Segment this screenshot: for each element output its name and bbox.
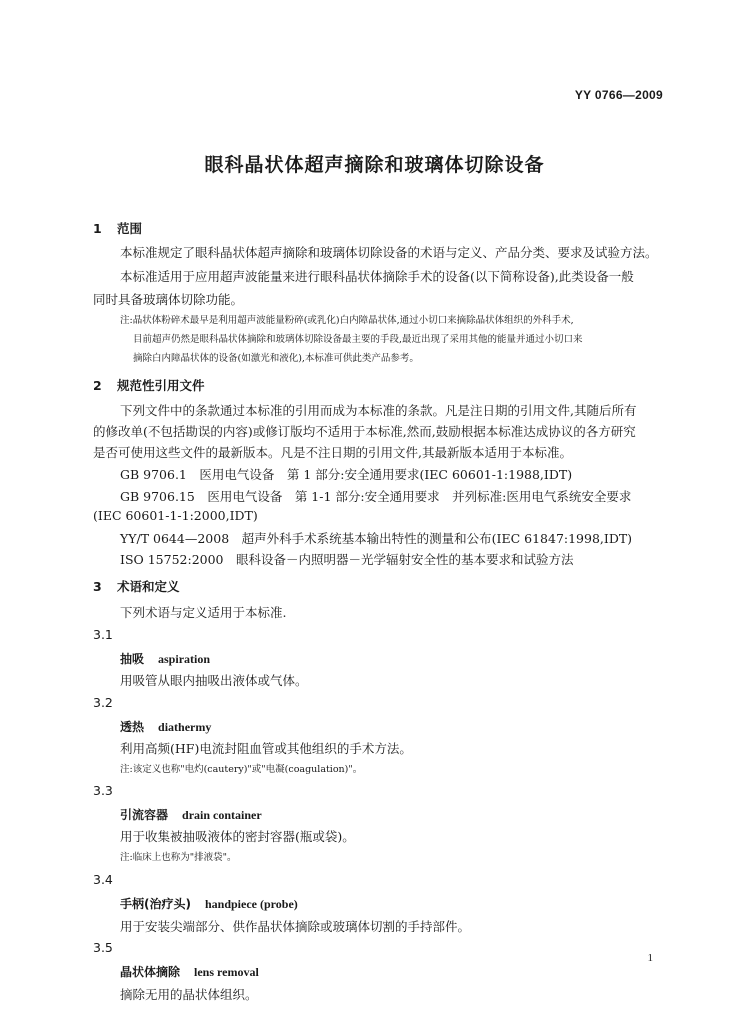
- term-en: drain container: [182, 808, 262, 822]
- references-paragraph-line-2: 的修改单(不包括勘误的内容)或修订版均不适用于本标准,然而,鼓励根据本标准达成协议的各方研究: [93, 424, 636, 439]
- scope-note-line-2: 目前超声仍然是眼科晶状体摘除和玻璃体切除设备最主要的手段,最近出现了采用其他的能量并通过小切口来: [133, 334, 583, 345]
- section-1-heading: [93, 219, 142, 237]
- term-heading: [120, 718, 211, 735]
- section-number: 2: [93, 378, 102, 393]
- term-zh: 引流容器: [120, 808, 169, 822]
- scope-note-line-1: 注:晶状体粉碎术最早是利用超声波能量粉碎(或乳化)白内障晶状体,通过小切口来摘除晶状体组织的外科手术,: [120, 315, 574, 326]
- term-en: aspiration: [158, 652, 211, 666]
- reference-gb-9706-15-line-1: GB 9706.15 医用电气设备 第 1-1 部分:安全通用要求 并列标准:医用电气系统安全要求: [120, 489, 632, 504]
- term-number: 3.1: [93, 627, 113, 642]
- scope-paragraph-1: 本标准规定了眼科晶状体超声摘除和玻璃体切除设备的术语与定义、产品分类、要求及试验方法。: [120, 245, 658, 260]
- section-number: 3: [93, 579, 102, 594]
- term-en: handpiece (probe): [204, 897, 298, 911]
- page-number: 1: [647, 952, 653, 964]
- term-definition: 利用高频(HF)电流封阻血管或其他组织的手术方法。: [120, 741, 412, 756]
- term-heading: [120, 895, 298, 912]
- term-number: 3.2: [93, 695, 113, 710]
- term-definition: 用于收集被抽吸液体的密封容器(瓶或袋)。: [120, 829, 355, 844]
- terms-intro: 下列术语与定义适用于本标准.: [120, 605, 287, 620]
- term-number: 3.4: [93, 872, 113, 887]
- section-3-heading: [93, 577, 180, 595]
- section-title: 术语和定义: [117, 579, 180, 594]
- section-title: 范围: [117, 221, 143, 236]
- section-number: 1: [93, 221, 102, 236]
- reference-gb-9706-1: GB 9706.1 医用电气设备 第 1 部分:安全通用要求(IEC 60601-1:1988,IDT): [120, 467, 573, 482]
- document-title: 眼科晶状体超声摘除和玻璃体切除设备: [204, 154, 545, 176]
- term-definition: 用吸管从眼内抽吸出液体或气体。: [120, 673, 308, 688]
- term-definition: 用于安装尖端部分、供作晶状体摘除或玻璃体切割的手持部件。: [120, 919, 471, 934]
- scope-note-line-3: 摘除白内障晶状体的设备(如激光和液化),本标准可供此类产品参考。: [133, 353, 419, 364]
- references-paragraph-line-3: 是否可使用这些文件的最新版本。凡是不注日期的引用文件,其最新版本适用于本标准。: [93, 445, 572, 460]
- standard-code: YY 0766—2009: [574, 88, 663, 102]
- term-zh: 抽吸: [120, 652, 145, 666]
- term-heading: [120, 963, 259, 980]
- term-zh: 手柄(治疗头): [120, 897, 191, 911]
- term-note: 注:该定义也称"电灼(cautery)"或"电凝(coagulation)"。: [120, 764, 363, 775]
- term-zh: 透热: [120, 720, 145, 734]
- scope-paragraph-2-line-1: 本标准适用于应用超声波能量来进行眼科晶状体摘除手术的设备(以下简称设备),此类设备一般: [120, 269, 634, 284]
- reference-iso-15752: ISO 15752:2000 眼科设备－内照明器－光学辐射安全性的基本要求和试验方法: [120, 552, 574, 567]
- term-note: 注:临床上也称为"排液袋"。: [120, 852, 237, 863]
- scope-paragraph-2-line-2: 同时具备玻璃体切除功能。: [93, 292, 244, 307]
- term-number: 3.5: [93, 940, 113, 955]
- reference-yy-t-0644: YY/T 0644—2008 超声外科手术系统基本输出特性的测量和公布(IEC 61847:1998,IDT): [120, 531, 633, 546]
- references-paragraph-line-1: 下列文件中的条款通过本标准的引用而成为本标准的条款。凡是注日期的引用文件,其随后所有: [120, 403, 637, 418]
- term-heading: [120, 650, 210, 667]
- term-definition: 摘除无用的晶状体组织。: [120, 987, 258, 1002]
- term-heading: [120, 806, 262, 823]
- term-zh: 晶状体摘除: [120, 965, 181, 979]
- term-en: diathermy: [158, 720, 212, 734]
- section-2-heading: [93, 376, 205, 394]
- term-en: lens removal: [194, 965, 259, 979]
- section-title: 规范性引用文件: [117, 378, 205, 393]
- reference-gb-9706-15-line-2: (IEC 60601-1-1:2000,IDT): [93, 508, 258, 523]
- term-number: 3.3: [93, 783, 113, 798]
